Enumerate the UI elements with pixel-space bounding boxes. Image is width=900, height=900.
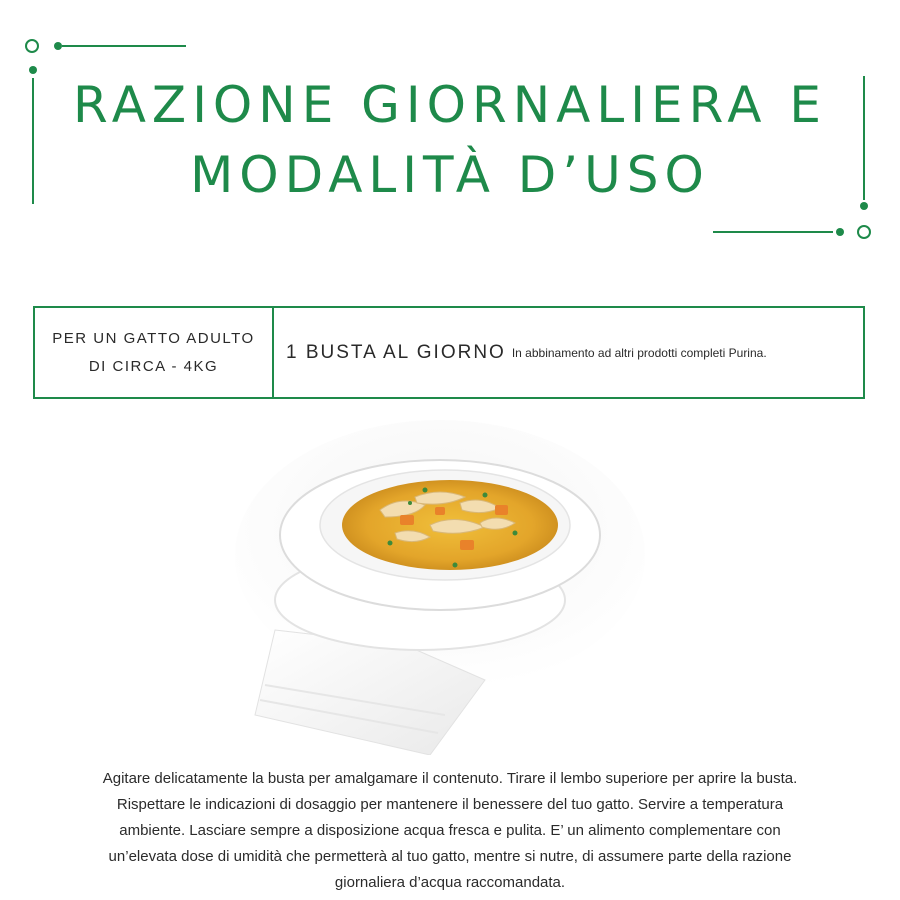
frame-line-right — [863, 76, 865, 200]
usage-instructions: Agitare delicatamente la busta per amalgamare il contenuto. Tirare il lembo superiore per aprire la busta. Rispettare le indicazioni di dosaggio per mantenere il benessere del tuo gatto. Servire a temperatura ambiente. Lasciare sempre a disposizione acqua fresca e pulita. E’ un alimento complementare con un’elevata dose di umidità che permetterà al tuo gatto, mentre si nutre, di assumere parte della razione giornaliera d’acqua raccomandata. — [102, 770, 798, 891]
frame-dot-right — [860, 202, 868, 210]
frame-ring-bottom-right — [857, 225, 871, 239]
soup-bowl-icon — [230, 415, 650, 755]
frame-dot-bottom-right — [836, 228, 844, 236]
dosage-table — [33, 306, 865, 399]
frame-dot-left — [29, 66, 37, 74]
frame-line-top — [62, 45, 186, 47]
dosage-subject-line-2: DI CIRCA - 4KG — [88, 357, 219, 375]
dosage-subject-cell — [35, 308, 274, 397]
dosage-amount-cell — [274, 308, 863, 397]
frame-ring-top-left — [25, 39, 39, 53]
dosage-subject-line-1: PER UN GATTO ADULTO — [52, 329, 255, 347]
frame-dot-top-left — [54, 42, 62, 50]
soup-bowl-image — [230, 415, 650, 755]
frame-line-bottom — [713, 231, 833, 233]
page-title — [40, 70, 860, 210]
dosage-note: In abbinamento ad altri prodotti completi Purina. — [511, 345, 767, 360]
page-title-line-1: RAZIONE GIORNALIERA E — [73, 76, 827, 134]
dosage-amount: 1 BUSTA AL GIORNO — [286, 341, 506, 363]
frame-line-left — [32, 78, 34, 204]
page-title-line-2: MODALITÀ D’USO — [190, 146, 710, 204]
